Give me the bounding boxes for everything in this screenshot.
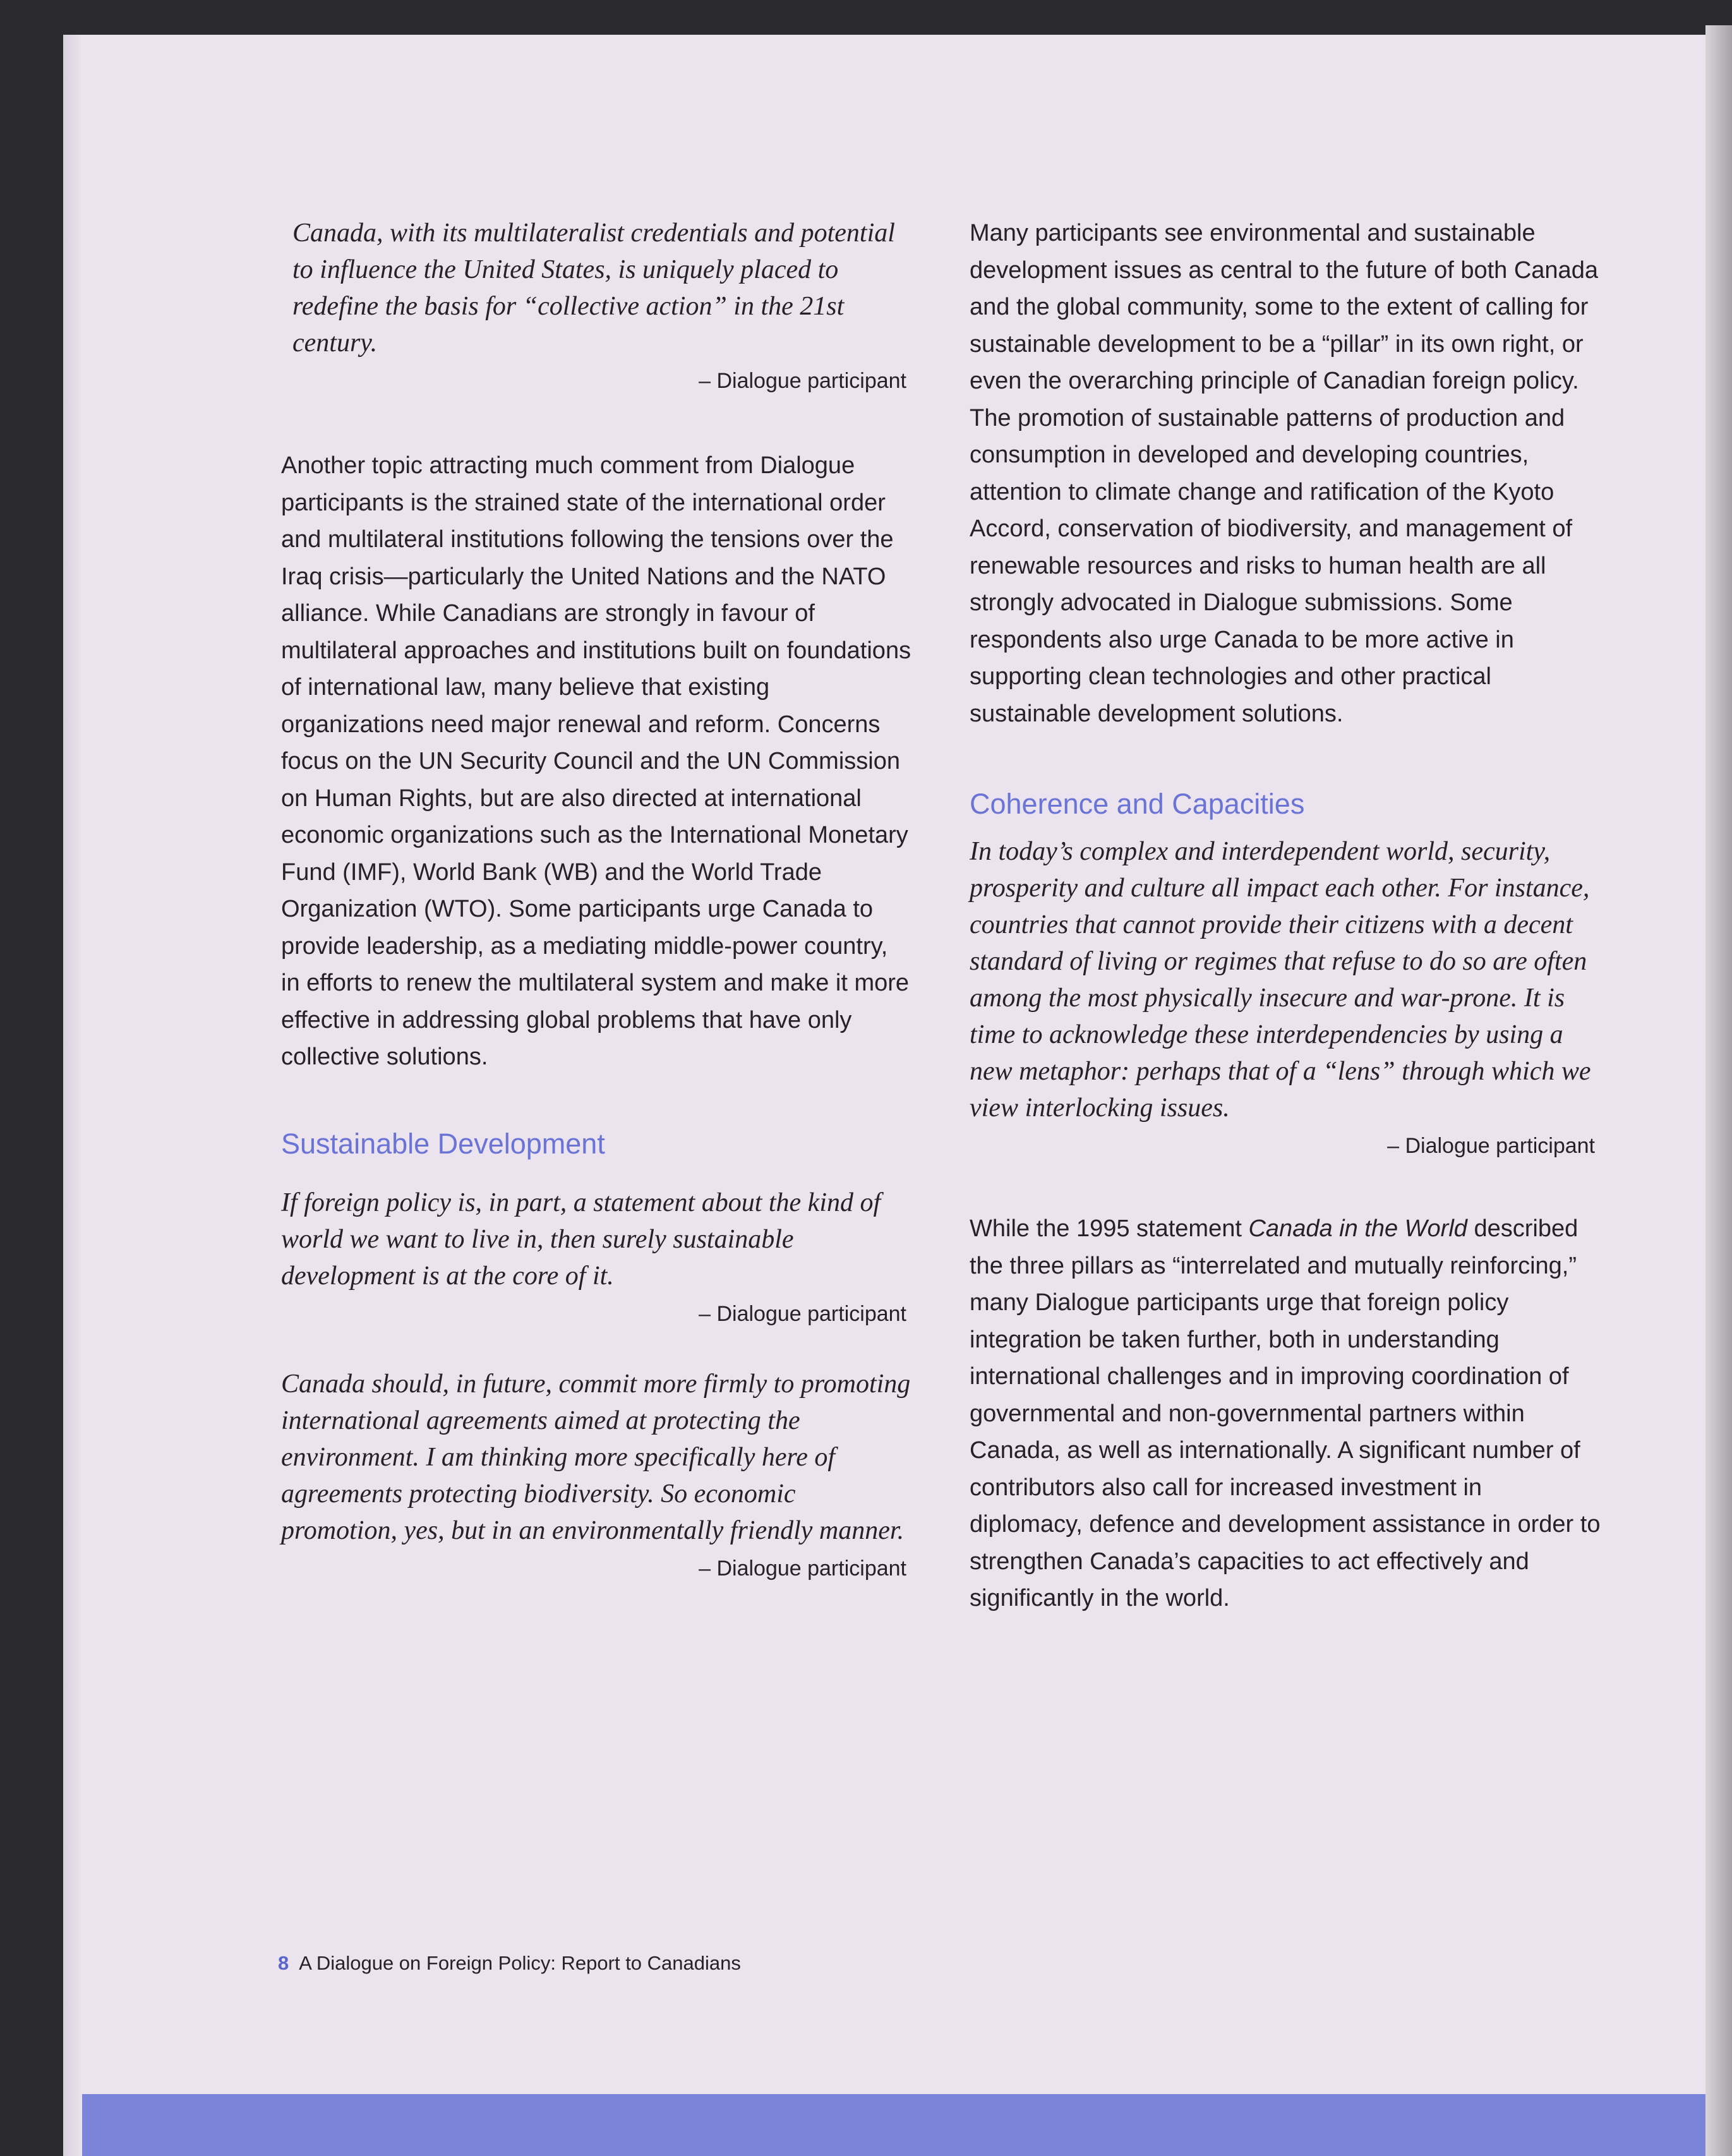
footer-title: A Dialogue on Foreign Policy: Report to Canadians [299,1952,741,1974]
section-heading: Sustainable Development [281,1127,605,1160]
page-number: 8 [278,1952,289,1974]
body-paragraph: Many participants see environmental and sustainable development issues as central to the future of both Canada and the global community, some to the extent of calling for sustainable development to be a “pillar” in its own right, or even the overarching principle of Canadian foreign policy. The promotion of sustainable patterns of production and consumption in developed and developing countries, attention to climate change and ratification of the Kyoto Accord, conservation of biodiversity, and management of renewable resources and risks to human health are all strongly advocated in Dialogue submissions. Some respondents also urge Canada to be more active in supporting clean technologies and other practical sustainable development solutions. [970,220,1598,727]
quote-attribution: – Dialogue participant [699,369,906,393]
right-column [970,215,1601,1617]
section-heading: Coherence and Capacities [970,788,1305,820]
paragraph-text: While the 1995 statement [970,1215,1249,1242]
publication-title: Canada in the World [1248,1215,1467,1242]
page-footer [278,1952,741,1975]
pull-quote: In today’s complex and interdependent world, security, prosperity and culture all impact each other. For instance, countries that cannot provide their citizens with a decent standard of living or regimes that refuse to do so are often among the most physically insecure and war-prone. It is time to acknowledge these interdependencies by using a new metaphor: perhaps that of a “lens” through which we view interlocking issues. [970,837,1591,1123]
bottom-color-band [82,2094,1705,2156]
left-column [281,215,913,1581]
quote-attribution: – Dialogue participant [1387,1134,1595,1158]
paragraph-text: described the three pillars as “interrelated and mutually reinforcing,” many Dialogue participants urge that foreign policy integration be taken further, both in understanding international challenges and in improving coordination of governmental and non-governmental partners within Canada, as well as internationally. A significant number of contributors also call for increased investment in diplomacy, defence and development assistance in order to strengthen Canada’s capacities to act effectively and significantly in the world. [970,1215,1601,1611]
body-paragraph: Another topic attracting much comment from Dialogue participants is the strained state of the international order and multilateral institutions following the tensions over the Iraq crisis—particularly the United Nations and the NATO alliance. While Canadians are strongly in favour of multilateral approaches and institutions built on foundations of international law, many believe that existing organizations need major renewal and reform. Concerns focus on the UN Security Council and the UN Commission on Human Rights, but are also directed at international economic organizations such as the International Monetary Fund (IMF), World Bank (WB) and the World Trade Organization (WTO). Some participants urge Canada to provide leadership, as a mediating middle-power country, in efforts to renew the multilateral system and make it more effective in addressing global problems that have only collective solutions. [281,452,911,1070]
body-paragraph [970,1210,1601,1617]
pull-quote: If foreign policy is, in part, a statement about the kind of world we want to live in, then surely sustainable development is at the core of it. [281,1188,881,1291]
pull-quote: Canada should, in future, commit more firmly to promoting international agreements aimed at protecting the environment. I am thinking more specifically here of agreements protecting biodiversity. So economic promotion, yes, but in an environmentally friendly manner. [281,1369,911,1545]
next-page-edge [1705,25,1732,2156]
quote-attribution: – Dialogue participant [699,1556,906,1581]
quote-attribution: – Dialogue participant [699,1301,906,1326]
pull-quote: Canada, with its multilateralist credentials and potential to influence the United States, is uniquely placed to redefine the basis for “collective action” in the 21st century. [292,219,895,358]
page-gutter-shadow [63,35,82,2156]
